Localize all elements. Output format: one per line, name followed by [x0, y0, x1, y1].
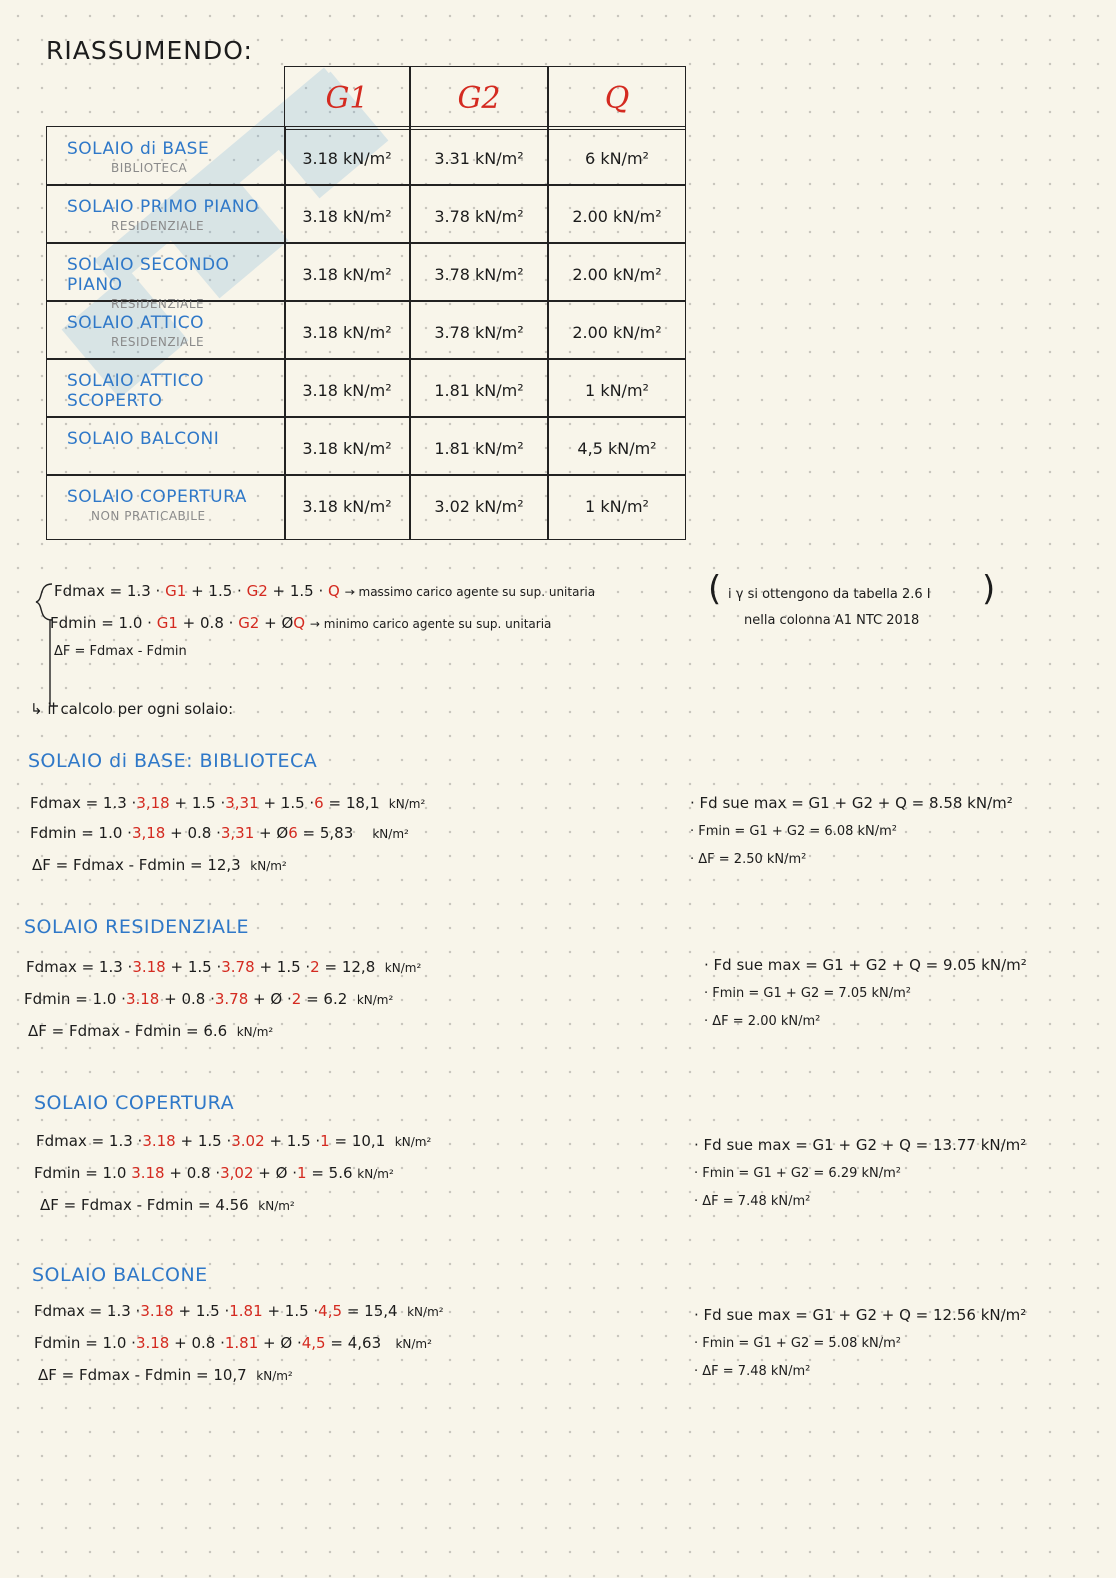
section-fdmax: Fdmax = 1.3 ·3.18 + 1.5 ·1.81 + 1.5 ·4,5 = 15,4 kN/m²: [34, 1302, 444, 1320]
table-row-name: SOLAIO ATTICO RESIDENZIALE: [46, 300, 286, 360]
section-fdmin: Fdmin = 1.0 ·3.18 + 0.8 ·3.78 + Ø ·2 = 6.2 kN/m²: [24, 990, 394, 1008]
section-fdmax: Fdmax = 1.3 ·3.18 + 1.5 ·3.02 + 1.5 ·1 = 10,1 kN/m²: [36, 1132, 432, 1150]
header-q: Q: [548, 66, 686, 130]
table-cell-g1: 3.18 kN/m²: [284, 126, 410, 186]
calc-intro: ↳ il calcolo per ogni solaio:: [30, 700, 234, 718]
section-df: ΔF = Fdmax - Fdmin = 10,7 kN/m²: [38, 1366, 293, 1384]
section-result-df: · ΔF = 7.48 kN/m²: [694, 1194, 811, 1209]
section-title: SOLAIO RESIDENZIALE: [24, 916, 250, 938]
section-fdmin: Fdmin = 1.0 3.18 + 0.8 ·3,02 + Ø ·1 = 5.6 kN/m²: [34, 1164, 394, 1182]
section-result-min: · Fmin = G1 + G2 = 6.08 kN/m²: [690, 824, 898, 839]
section-result-df: · ΔF = 7.48 kN/m²: [694, 1364, 811, 1379]
section-fdmin: Fdmin = 1.0 ·3,18 + 0.8 ·3,31 + Ø6 = 5,83 kN/m²: [30, 824, 409, 842]
section-title: SOLAIO BALCONE: [32, 1264, 208, 1286]
table-cell-g1: 3.18 kN/m²: [284, 242, 410, 302]
table-cell-g1: 3.18 kN/m²: [284, 358, 410, 418]
header-g2: G2: [410, 66, 548, 130]
section-result-max: · Fd sue max = G1 + G2 + Q = 13.77 kN/m²: [694, 1136, 1027, 1154]
table-cell-q: 1 kN/m²: [548, 474, 686, 540]
section-result-df: · ΔF = 2.50 kN/m²: [690, 852, 807, 867]
table-cell-q: 2.00 kN/m²: [548, 184, 686, 244]
section-result-df: · ΔF = 2.00 kN/m²: [704, 1014, 821, 1029]
table-cell-g2: 1.81 kN/m²: [410, 416, 548, 476]
table-cell-q: 4,5 kN/m²: [548, 416, 686, 476]
section-fdmax: Fdmax = 1.3 ·3.18 + 1.5 ·3.78 + 1.5 ·2 = 12,8 kN/m²: [26, 958, 422, 976]
table-cell-q: 1 kN/m²: [548, 358, 686, 418]
table-row-name: SOLAIO BALCONI: [46, 416, 286, 476]
section-result-max: · Fd sue max = G1 + G2 + Q = 9.05 kN/m²: [704, 956, 1027, 974]
formula-fdmin: Fdmin = 1.0 · G1 + 0.8 · G2 + ØQ → minimo carico agente su sup. unitaria: [50, 614, 552, 632]
table-cell-q: 6 kN/m²: [548, 126, 686, 186]
table-row-name: SOLAIO di BASE BIBLIOTECA: [46, 126, 286, 186]
section-title: SOLAIO di BASE: BIBLIOTECA: [28, 750, 318, 772]
table-row-name: SOLAIO ATTICO SCOPERTO: [46, 358, 286, 418]
section-fdmin: Fdmin = 1.0 ·3.18 + 0.8 ·1.81 + Ø ·4,5 = 4,63 kN/m²: [34, 1334, 432, 1352]
table-cell-g1: 3.18 kN/m²: [284, 416, 410, 476]
table-cell-g2: 3.78 kN/m²: [410, 184, 548, 244]
section-result-min: · Fmin = G1 + G2 = 6.29 kN/m²: [694, 1166, 902, 1181]
table-cell-g1: 3.18 kN/m²: [284, 474, 410, 540]
page-title: RIASSUMENDO:: [46, 36, 253, 65]
table-cell-g2: 3.31 kN/m²: [410, 126, 548, 186]
gamma-note: ( i γ si ottengono da tabella 2.6 I nella colonna A1 NTC 2018 ): [708, 569, 996, 628]
section-df: ΔF = Fdmax - Fdmin = 12,3 kN/m²: [32, 856, 287, 874]
formula-fdmax: Fdmax = 1.3 · G1 + 1.5 · G2 + 1.5 · Q → massimo carico agente su sup. unitaria: [54, 582, 596, 600]
table-row-name: SOLAIO PRIMO PIANO RESIDENZIALE: [46, 184, 286, 244]
header-g1: G1: [284, 66, 410, 130]
section-title: SOLAIO COPERTURA: [34, 1092, 235, 1114]
table-row-name: SOLAIO SECONDO PIANO RESIDENZIALE: [46, 242, 286, 302]
table-cell-g2: 1.81 kN/m²: [410, 358, 548, 418]
table-cell-g2: 3.02 kN/m²: [410, 474, 548, 540]
section-df: ΔF = Fdmax - Fdmin = 6.6 kN/m²: [28, 1022, 274, 1040]
table-row-name: SOLAIO COPERTURA NON PRATICABILE: [46, 474, 286, 540]
section-result-min: · Fmin = G1 + G2 = 7.05 kN/m²: [704, 986, 912, 1001]
section-fdmax: Fdmax = 1.3 ·3,18 + 1.5 ·3,31 + 1.5 ·6 = 18,1 kN/m²: [30, 794, 426, 812]
table-cell-g2: 3.78 kN/m²: [410, 242, 548, 302]
formula-df: ΔF = Fdmax - Fdmin: [54, 644, 187, 659]
table-cell-q: 2.00 kN/m²: [548, 242, 686, 302]
section-result-max: · Fd sue max = G1 + G2 + Q = 8.58 kN/m²: [690, 794, 1013, 812]
table-cell-g1: 3.18 kN/m²: [284, 300, 410, 360]
table-cell-q: 2.00 kN/m²: [548, 300, 686, 360]
table-cell-g2: 3.78 kN/m²: [410, 300, 548, 360]
section-result-min: · Fmin = G1 + G2 = 5.08 kN/m²: [694, 1336, 902, 1351]
table-cell-g1: 3.18 kN/m²: [284, 184, 410, 244]
section-df: ΔF = Fdmax - Fdmin = 4.56 kN/m²: [40, 1196, 295, 1214]
section-result-max: · Fd sue max = G1 + G2 + Q = 12.56 kN/m²: [694, 1306, 1027, 1324]
